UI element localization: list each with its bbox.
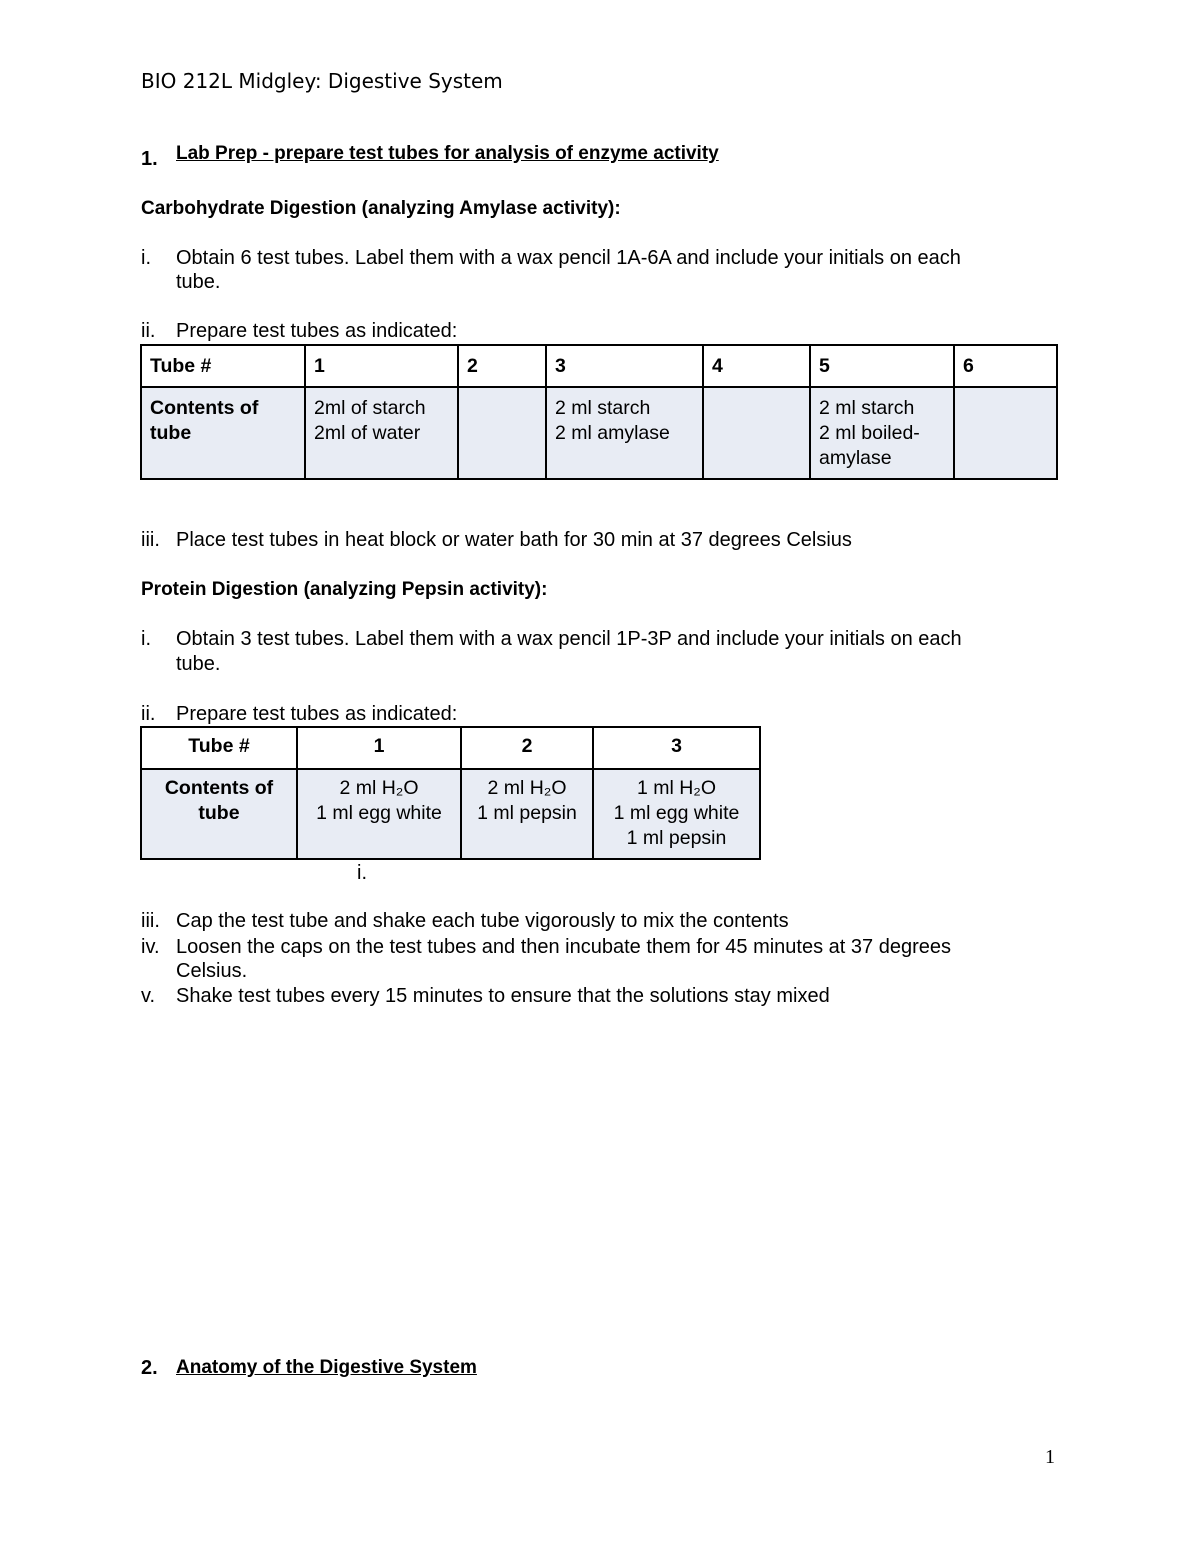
carb-heading: Carbohydrate Digestion (analyzing Amylase activity): — [141, 198, 621, 219]
section-2-title: Anatomy of the Digestive System — [176, 1357, 477, 1378]
cell-line: 1 ml pepsin — [626, 827, 727, 849]
cell-line: 2 ml H₂O — [487, 777, 567, 799]
protein-step-iii-marker: iii. — [141, 910, 160, 932]
row-label-cell — [141, 387, 305, 479]
row-label-line: tube — [198, 802, 240, 824]
protein-step-i-line1: Obtain 3 test tubes. Label them with a wax pencil 1P-3P and include your initials on each — [176, 628, 962, 650]
table-header-row — [141, 727, 760, 769]
table-cell-empty — [458, 387, 546, 479]
carb-step-iii-text: Place test tubes in heat block or water bath for 30 min at 37 degrees Celsius — [176, 529, 852, 551]
table-cell — [461, 769, 593, 859]
cell-line: 2 ml boiled- — [819, 422, 920, 444]
amylase-table — [140, 344, 1058, 480]
protein-step-v-text: Shake test tubes every 15 minutes to ensure that the solutions stay mixed — [176, 985, 830, 1007]
section-1-title: Lab Prep - prepare test tubes for analysis of enzyme activity — [176, 143, 719, 164]
cell-line: 2ml of starch — [314, 397, 426, 419]
row-label-cell — [141, 769, 297, 859]
table-cell-empty — [954, 387, 1057, 479]
page-number: 1 — [1045, 1446, 1055, 1468]
table-header-cell: 3 — [593, 727, 760, 769]
section-2-number: 2. — [141, 1357, 158, 1379]
row-label-line: Contents of — [164, 777, 274, 799]
carb-step-i-line2: tube. — [176, 271, 221, 293]
protein-step-iv-line2: Celsius. — [176, 960, 248, 982]
protein-heading: Protein Digestion (analyzing Pepsin activity): — [141, 579, 548, 600]
table-cell — [297, 769, 461, 859]
table-header-cell: 6 — [954, 345, 1057, 387]
table-cell — [546, 387, 703, 479]
table-header-cell: Tube # — [141, 727, 297, 769]
pepsin-table — [140, 726, 761, 860]
carb-step-i-line1: Obtain 6 test tubes. Label them with a wax pencil 1A-6A and include your initials on each — [176, 247, 961, 269]
protein-step-i-line2: tube. — [176, 653, 221, 675]
cell-line: 2 ml starch — [555, 397, 651, 419]
cell-line: 1 ml egg white — [316, 802, 442, 824]
table-header-cell: 3 — [546, 345, 703, 387]
row-label-line: tube — [150, 422, 192, 444]
carb-step-i-marker: i. — [141, 247, 151, 269]
cell-line: 2 ml amylase — [555, 422, 670, 444]
cell-line: 1 ml pepsin — [477, 802, 577, 824]
table-header-cell: 2 — [461, 727, 593, 769]
table-row — [141, 387, 1057, 479]
protein-step-i-marker: i. — [141, 628, 151, 650]
table-row — [141, 769, 760, 859]
table-cell — [305, 387, 458, 479]
cell-line: 2 ml starch — [819, 397, 915, 419]
table-header-cell: 5 — [810, 345, 954, 387]
carb-step-ii-marker: ii. — [141, 320, 156, 342]
table-cell — [810, 387, 954, 479]
table-header-cell: 4 — [703, 345, 810, 387]
protein-step-ii-text: Prepare test tubes as indicated: — [176, 703, 458, 725]
protein-step-ii-marker: ii. — [141, 703, 156, 725]
table-header-cell: 2 — [458, 345, 546, 387]
table-header-cell: 1 — [305, 345, 458, 387]
cell-line: 1 ml H₂O — [636, 777, 717, 799]
section-1-number: 1. — [141, 148, 158, 170]
table-cell — [593, 769, 760, 859]
cell-line: 2 ml H₂O — [339, 777, 419, 799]
table-header-cell: 1 — [297, 727, 461, 769]
cell-line: 2ml of water — [314, 422, 421, 444]
table-header-cell: Tube # — [141, 345, 305, 387]
protein-step-v-marker: v. — [141, 985, 156, 1007]
protein-step-iv-line1: Loosen the caps on the test tubes and then incubate them for 45 minutes at 37 degrees — [176, 936, 951, 958]
table-cell-empty — [703, 387, 810, 479]
protein-step-iii-text: Cap the test tube and shake each tube vigorously to mix the contents — [176, 910, 789, 932]
carb-step-iii-marker: iii. — [141, 529, 160, 551]
row-label-line: Contents of — [150, 397, 259, 419]
stray-list-marker: i. — [357, 862, 367, 884]
carb-step-ii-text: Prepare test tubes as indicated: — [176, 320, 458, 342]
cell-line: amylase — [819, 447, 892, 469]
cell-line: 1 ml egg white — [613, 802, 740, 824]
document-header: BIO 212L Midgley: Digestive System — [141, 69, 503, 93]
table-header-row — [141, 345, 1057, 387]
protein-step-iv-marker: iv. — [141, 936, 160, 958]
